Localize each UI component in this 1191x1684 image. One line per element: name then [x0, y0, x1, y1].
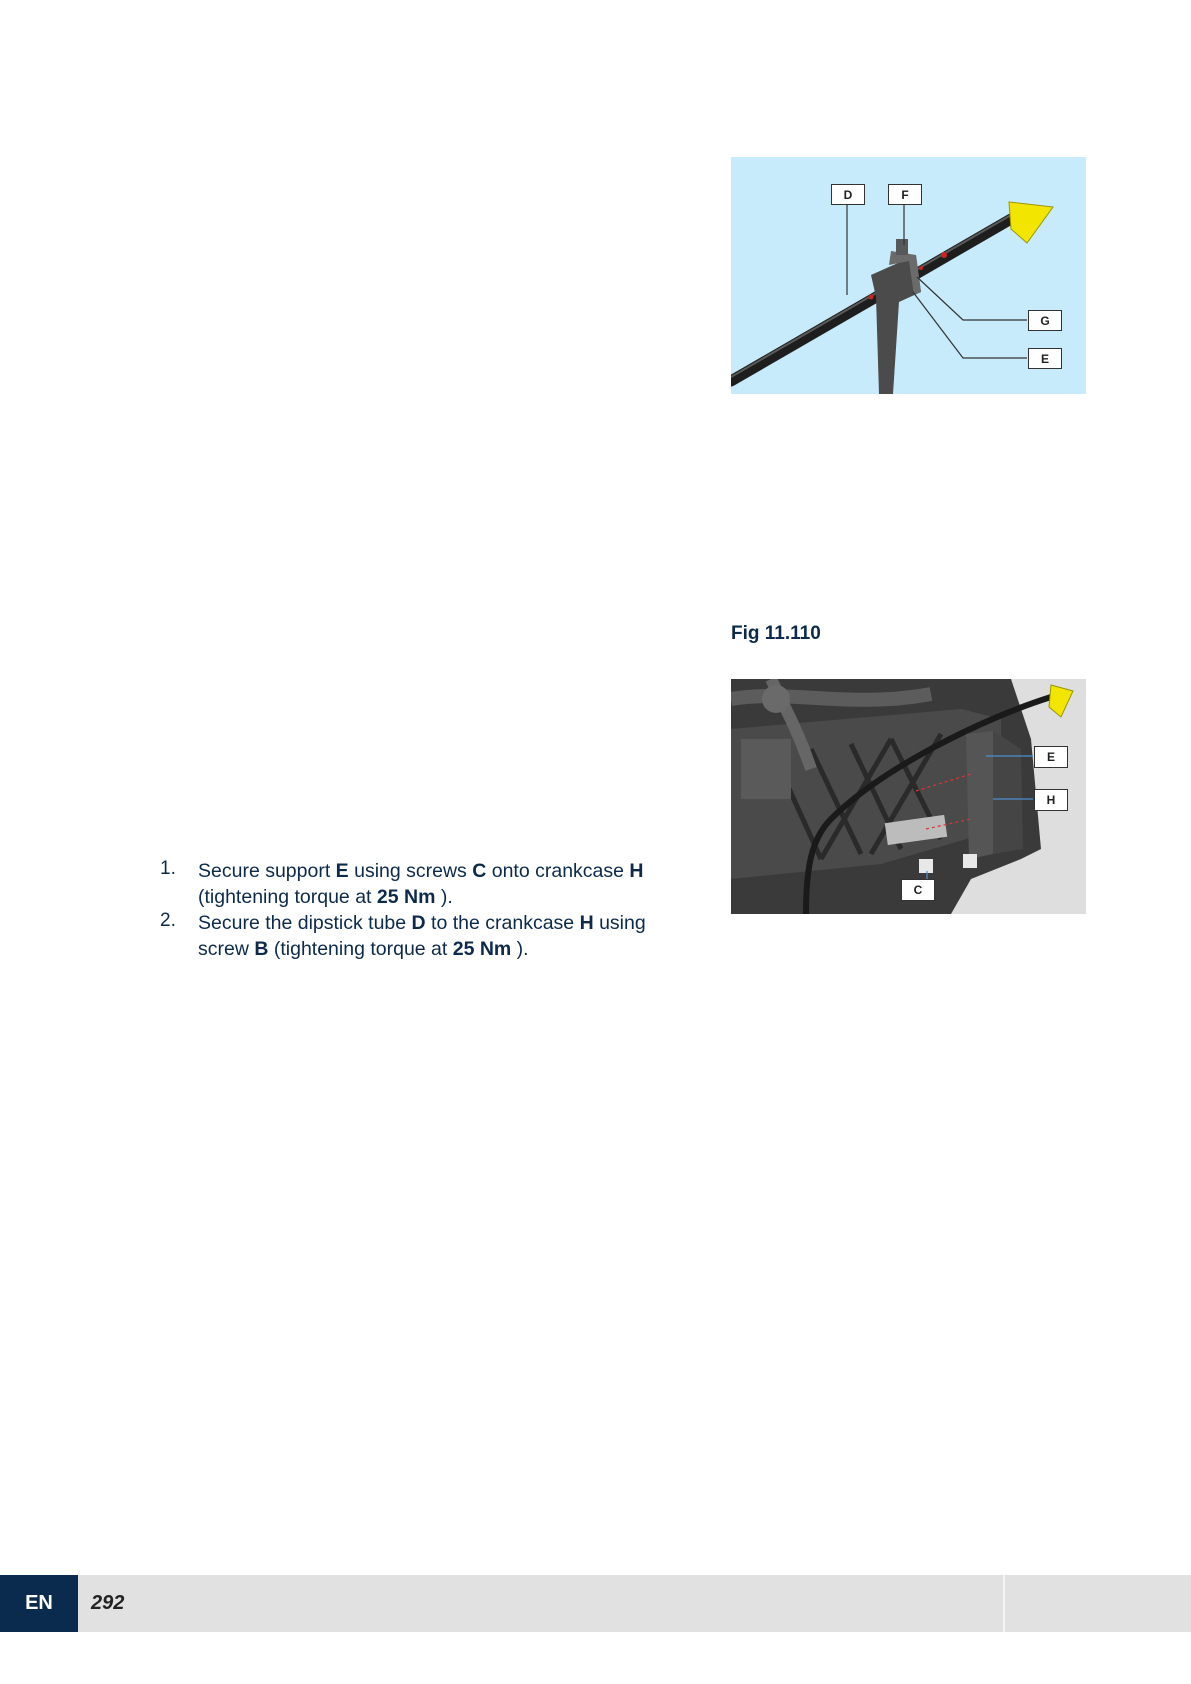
step-text-emphasis: B — [254, 938, 269, 960]
page-footer — [0, 1575, 1191, 1632]
step-text-emphasis: 25 Nm — [376, 886, 436, 908]
step-text-emphasis: H — [629, 860, 644, 882]
step-text-emphasis: H — [579, 912, 594, 934]
step-text-run: using screws — [348, 860, 473, 882]
step-item — [160, 858, 680, 910]
step-text-run: using screw — [198, 912, 646, 960]
step-text — [198, 860, 644, 908]
step-text-run: Secure the dipstick tube — [198, 912, 412, 934]
callout-text: F — [901, 187, 909, 202]
step-text-run: ). — [511, 938, 529, 960]
step-text-emphasis: D — [411, 912, 426, 934]
step-text — [198, 912, 646, 960]
footer-divider — [1003, 1575, 1005, 1632]
callout-label — [1028, 348, 1062, 369]
step-text-run: (tightening torque at — [198, 886, 377, 908]
callout-label — [901, 879, 935, 901]
step-text-run: onto crankcase — [486, 860, 630, 882]
callout-text: D — [843, 187, 853, 202]
language-badge: EN — [0, 1575, 78, 1632]
step-item — [160, 910, 680, 962]
step-text-emphasis: 25 Nm — [452, 938, 512, 960]
page-number: 292 — [91, 1592, 125, 1614]
step-number: 1. — [160, 858, 176, 879]
callout-label — [888, 184, 922, 205]
step-text-run: to the crankcase — [425, 912, 580, 934]
callout-text: E — [1046, 750, 1055, 764]
callout-label — [1034, 746, 1068, 768]
step-text-emphasis: E — [335, 860, 349, 882]
instruction-steps — [160, 858, 680, 962]
step-text-emphasis: C — [472, 860, 487, 882]
callout-label — [1028, 310, 1062, 331]
callout-text: G — [1040, 313, 1050, 328]
step-number: 2. — [160, 910, 176, 931]
step-text-run: (tightening torque at — [268, 938, 453, 960]
figure-caption: Fig 11.110 — [731, 623, 821, 644]
step-text-run: Secure support — [198, 860, 336, 882]
callout-label — [1034, 789, 1068, 811]
figure-dipstick-bracket — [731, 157, 1086, 394]
callout-label — [831, 184, 865, 205]
callout-text: E — [1040, 351, 1049, 366]
figure-crankcase-assembly — [731, 679, 1086, 914]
callout-text: C — [913, 883, 923, 897]
callout-text: H — [1046, 793, 1056, 807]
step-text-run: ). — [435, 886, 453, 908]
